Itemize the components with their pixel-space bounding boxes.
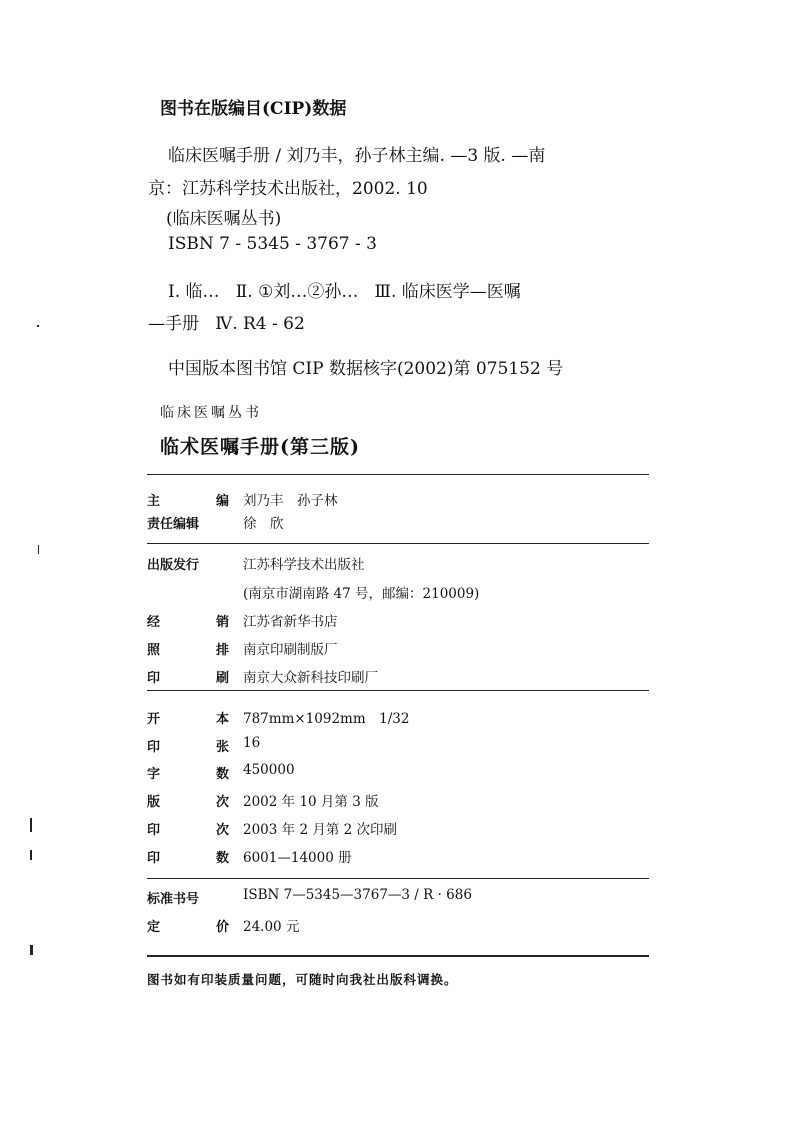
cip-line: 临床医嘱手册 / 刘乃丰，孙子林主编. —3 版. —南: [168, 146, 546, 166]
divider: [147, 690, 649, 691]
field-label: [147, 888, 229, 907]
field-label-text: 责任编辑: [147, 517, 200, 532]
footnote: 图书如有印装质量问题，可随时向我社出版科调换。: [147, 972, 458, 987]
cip-line: (临床医嘱丛书): [166, 209, 282, 229]
field-label-text: 张: [215, 740, 229, 755]
scan-mark: [38, 545, 39, 554]
cip-line: Ⅰ. 临… Ⅱ. ①刘…②孙… Ⅲ. 临床医学—医嘱: [168, 282, 521, 302]
field-value: 2003 年 2 月第 2 次印刷: [243, 822, 397, 838]
book-title: 临术医嘱手册(第三版): [160, 436, 360, 458]
field-label: [147, 490, 229, 509]
divider: [147, 955, 649, 957]
field-value: 2002 年 10 月第 3 版: [243, 794, 379, 810]
field-label: [147, 916, 229, 935]
field-value: 徐 欣: [243, 516, 284, 532]
field-label-text: 刷: [215, 671, 229, 686]
cip-line: ISBN 7 - 5345 - 3767 - 3: [168, 234, 377, 254]
field-value: 南京大众新科技印刷厂: [243, 670, 378, 686]
cip-line: 京：江苏科学技术出版社，2002. 10: [148, 179, 428, 199]
cip-heading: 图书在版编目(CIP)数据: [160, 99, 347, 119]
scan-mark: [37, 325, 39, 327]
scan-mark: [30, 850, 32, 860]
field-label-text: 销: [215, 615, 229, 630]
field-label-text: 本: [215, 712, 229, 727]
field-label-text: 数: [215, 767, 229, 782]
field-label-text: 编: [215, 494, 229, 509]
field-label-text: 标准书号: [147, 892, 200, 907]
field-value: 江苏科学技术出版社: [243, 557, 365, 573]
field-label-text: 价: [215, 920, 229, 935]
field-value: 刘乃丰 孙子林: [243, 493, 338, 509]
field-label: [147, 791, 229, 810]
cip-line: 中国版本图书馆 CIP 数据核字(2002)第 075152 号: [168, 359, 564, 379]
field-label-text: 次: [215, 823, 229, 838]
field-label: [147, 736, 229, 755]
field-label: [147, 667, 229, 686]
field-label-text: 照: [147, 643, 161, 658]
field-label: [147, 554, 229, 573]
field-label-text: 主: [147, 494, 161, 509]
field-value: 6001—14000 册: [243, 850, 352, 866]
field-label-text: 版: [147, 795, 161, 810]
field-label: [147, 513, 229, 532]
field-label-text: 数: [215, 851, 229, 866]
field-label: [147, 639, 229, 658]
field-value: 16: [243, 735, 261, 751]
field-label: [147, 611, 229, 630]
field-label-text: 排: [215, 643, 229, 658]
field-label-text: 字: [147, 767, 161, 782]
field-label-text: 定: [147, 920, 161, 935]
field-value: 南京印刷制版厂: [243, 642, 338, 658]
field-label-text: 印: [147, 851, 161, 866]
field-label-text: 印: [147, 671, 161, 686]
field-label: [147, 819, 229, 838]
field-label: [147, 847, 229, 866]
divider: [147, 878, 649, 879]
scan-mark: [30, 818, 32, 832]
field-value: 24.00 元: [243, 919, 300, 935]
field-label: [147, 763, 229, 782]
field-label-text: 开: [147, 712, 161, 727]
field-label-text: 印: [147, 740, 161, 755]
field-label: [147, 708, 229, 727]
divider: [147, 543, 649, 544]
field-label-text: 次: [215, 795, 229, 810]
field-value: 江苏省新华书店: [243, 614, 338, 630]
field-value: ISBN 7—5345—3767—3 / R · 686: [243, 887, 472, 903]
field-label-text: 印: [147, 823, 161, 838]
cip-line: —手册 Ⅳ. R4 - 62: [148, 314, 305, 334]
field-value: 787mm×1092mm 1/32: [243, 711, 410, 727]
divider: [147, 474, 649, 475]
field-value: (南京市湖南路 47 号，邮编：210009): [243, 586, 480, 602]
field-label-text: 经: [147, 615, 161, 630]
field-label-text: 出版发行: [147, 558, 200, 573]
series-name: 临床医嘱丛书: [160, 405, 262, 421]
field-value: 450000: [243, 762, 295, 778]
scan-mark: [30, 945, 33, 955]
